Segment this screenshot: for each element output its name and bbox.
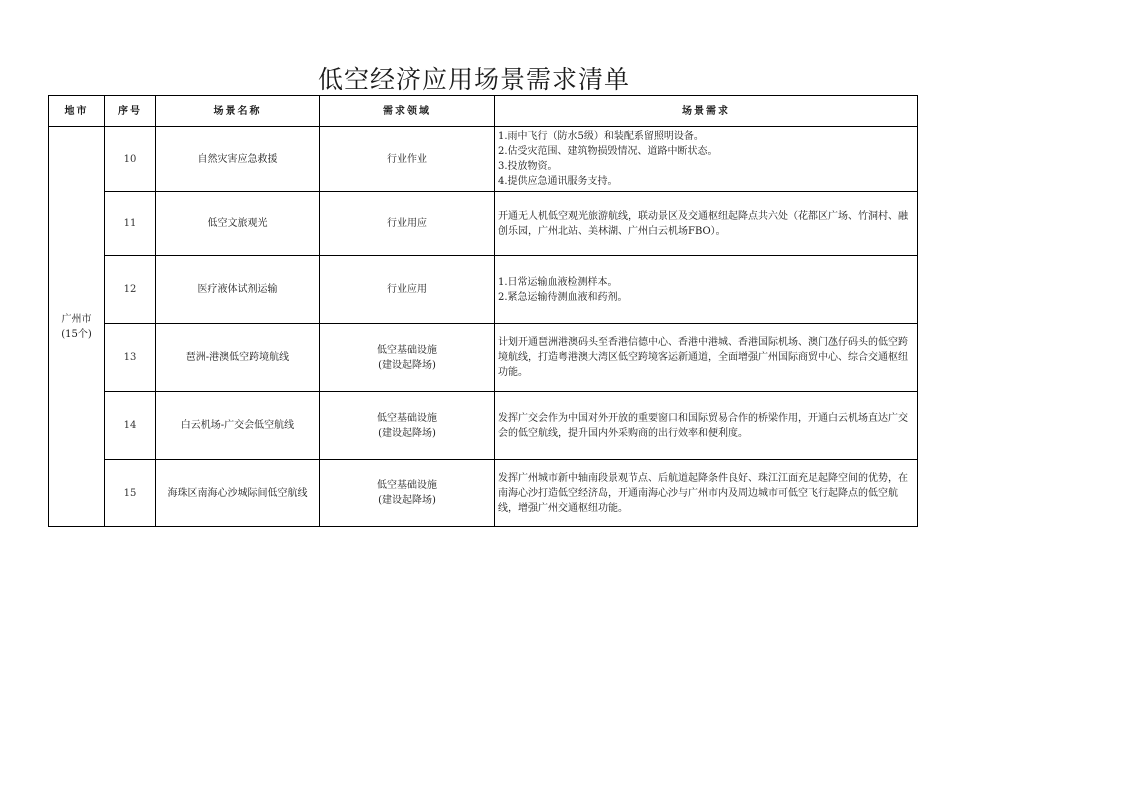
scenario-table <box>48 95 918 527</box>
city-cell: 广州市 (15个) <box>49 127 105 527</box>
seq-cell: 14 <box>105 392 156 460</box>
domain-cell: 行业应用 <box>320 256 495 324</box>
scene-name-cell: 低空文旅观光 <box>156 192 320 256</box>
requirement-cell <box>495 256 918 324</box>
scene-name-cell: 海珠区南海心沙城际间低空航线 <box>156 460 320 527</box>
requirement-cell <box>495 192 918 256</box>
seq-cell: 13 <box>105 324 156 392</box>
header-requirement: 场景需求 <box>495 96 918 127</box>
requirement-line: 2.估受灾范围、建筑物损毁情况、道路中断状态。 <box>498 146 718 157</box>
domain-cell: 低空基础设施 (建设起降场) <box>320 324 495 392</box>
scene-name-cell: 白云机场-广交会低空航线 <box>156 392 320 460</box>
domain-cell: 行业用应 <box>320 192 495 256</box>
scene-name-cell: 医疗液体试剂运输 <box>156 256 320 324</box>
requirement-line: 4.提供应急通讯服务支持。 <box>498 176 618 187</box>
table-row <box>49 392 918 460</box>
requirement-cell <box>495 392 918 460</box>
domain-cell: 行业作业 <box>320 127 495 192</box>
scene-name-cell: 琶洲-港澳低空跨境航线 <box>156 324 320 392</box>
header-domain: 需求领域 <box>320 96 495 127</box>
requirement-line: 2.紧急运输待测血液和药剂。 <box>498 291 628 303</box>
table-row <box>49 324 918 392</box>
header-city: 地市 <box>49 96 105 127</box>
seq-cell: 11 <box>105 192 156 256</box>
requirement-cell <box>495 324 918 392</box>
seq-cell: 10 <box>105 127 156 192</box>
domain-cell: 低空基础设施 (建设起降场) <box>320 392 495 460</box>
scene-name-cell: 自然灾害应急救援 <box>156 127 320 192</box>
requirement-line: 1.雨中飞行（防水5级）和装配系留照明设备。 <box>498 131 704 142</box>
seq-cell: 15 <box>105 460 156 527</box>
table-row <box>49 460 918 527</box>
domain-cell: 低空基础设施 (建设起降场) <box>320 460 495 527</box>
requirement-line: 发挥广州城市新中轴南段景观节点、后航道起降条件良好、珠江江面充足起降空间的优势，在南海心沙打造低空经济岛，开通南海心沙与广州市内及周边城市可低空飞行起降点的低空航线，增强广州交通枢纽功能。 <box>498 472 908 514</box>
table-row <box>49 127 918 192</box>
page-title: 低空经济应用场景需求清单 <box>318 65 631 94</box>
requirement-cell <box>495 460 918 527</box>
header-scene-name: 场景名称 <box>156 96 320 127</box>
table-row <box>49 256 918 324</box>
header-seq: 序号 <box>105 96 156 127</box>
requirement-cell <box>495 127 918 192</box>
requirement-line: 发挥广交会作为中国对外开放的重要窗口和国际贸易合作的桥梁作用，开通白云机场直达广交会的低空航线，提升国内外采购商的出行效率和便利度。 <box>498 412 908 439</box>
requirement-line: 开通无人机低空观光旅游航线，联动景区及交通枢纽起降点共六处（花都区广场、竹洞村、融创乐园，广州北站、美林湖、广州白云机场FBO）。 <box>498 210 908 237</box>
table-row <box>49 192 918 256</box>
requirement-line: 计划开通琶洲港澳码头至香港信德中心、香港中港城、香港国际机场、澳门氹仔码头的低空跨境航线，打造粤港澳大湾区低空跨境客运新通道，全面增强广州国际商贸中心、综合交通枢纽功能。 <box>498 337 908 378</box>
header-row <box>49 96 918 127</box>
requirement-line: 3.投放物资。 <box>498 161 558 172</box>
seq-cell: 12 <box>105 256 156 324</box>
requirement-line: 1.日常运输血液检测样本。 <box>498 276 618 288</box>
